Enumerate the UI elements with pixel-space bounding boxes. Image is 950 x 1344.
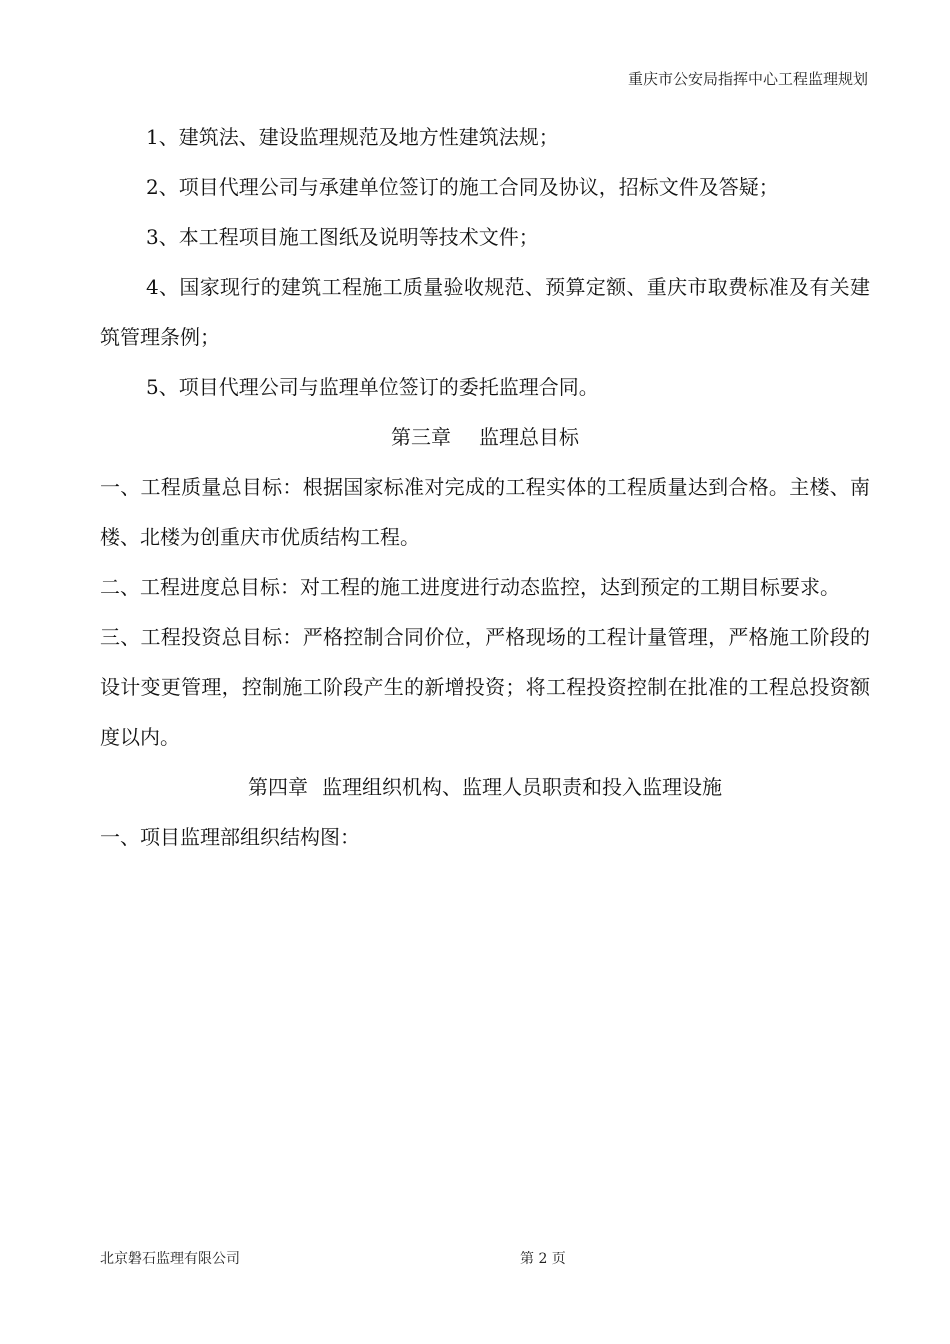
header-rule bbox=[100, 92, 868, 93]
goal-schedule: 二、工程进度总目标：对工程的施工进度进行动态监控，达到预定的工期目标要求。 bbox=[100, 575, 840, 599]
list-item-4: 4、国家现行的建筑工程施工质量验收规范、预算定额、重庆市取费标准及有关建筑管理条例； bbox=[100, 275, 870, 349]
chapter-4-number: 第四章 bbox=[248, 775, 308, 799]
list-item-5: 5、项目代理公司与监理单位签订的委托监理合同。 bbox=[146, 375, 599, 399]
section-org-chart-title: 一、项目监理部组织结构图： bbox=[100, 825, 360, 849]
footer-company: 北京磐石监理有限公司 bbox=[100, 1251, 240, 1267]
list-item-3: 3、本工程项目施工图纸及说明等技术文件； bbox=[146, 225, 539, 249]
goal-investment: 三、工程投资总目标：严格控制合同价位，严格现场的工程计量管理，严格施工阶段的设计变更管理，控制施工阶段产生的新增投资；将工程投资控制在批准的工程总投资额度以内。 bbox=[100, 625, 870, 749]
document-body bbox=[100, 112, 870, 862]
chapter-3-title: 监理总目标 bbox=[479, 425, 579, 449]
chapter-4-heading bbox=[100, 762, 870, 812]
chapter-3-number: 第三章 bbox=[391, 425, 451, 449]
page-header: 重庆市公安局指挥中心工程监理规划 bbox=[627, 70, 868, 88]
chapter-3-heading bbox=[100, 412, 870, 462]
list-item-1: 1、建筑法、建设监理规范及地方性建筑法规； bbox=[146, 125, 559, 149]
chapter-4-title: 监理组织机构、监理人员职责和投入监理设施 bbox=[322, 775, 722, 799]
list-item-2: 2、项目代理公司与承建单位签订的施工合同及协议，招标文件及答疑； bbox=[146, 175, 779, 199]
footer-page-number: 第 2 页 bbox=[520, 1251, 566, 1267]
goal-quality: 一、工程质量总目标：根据国家标准对完成的工程实体的工程质量达到合格。主楼、南楼、北楼为创重庆市优质结构工程。 bbox=[100, 475, 870, 549]
